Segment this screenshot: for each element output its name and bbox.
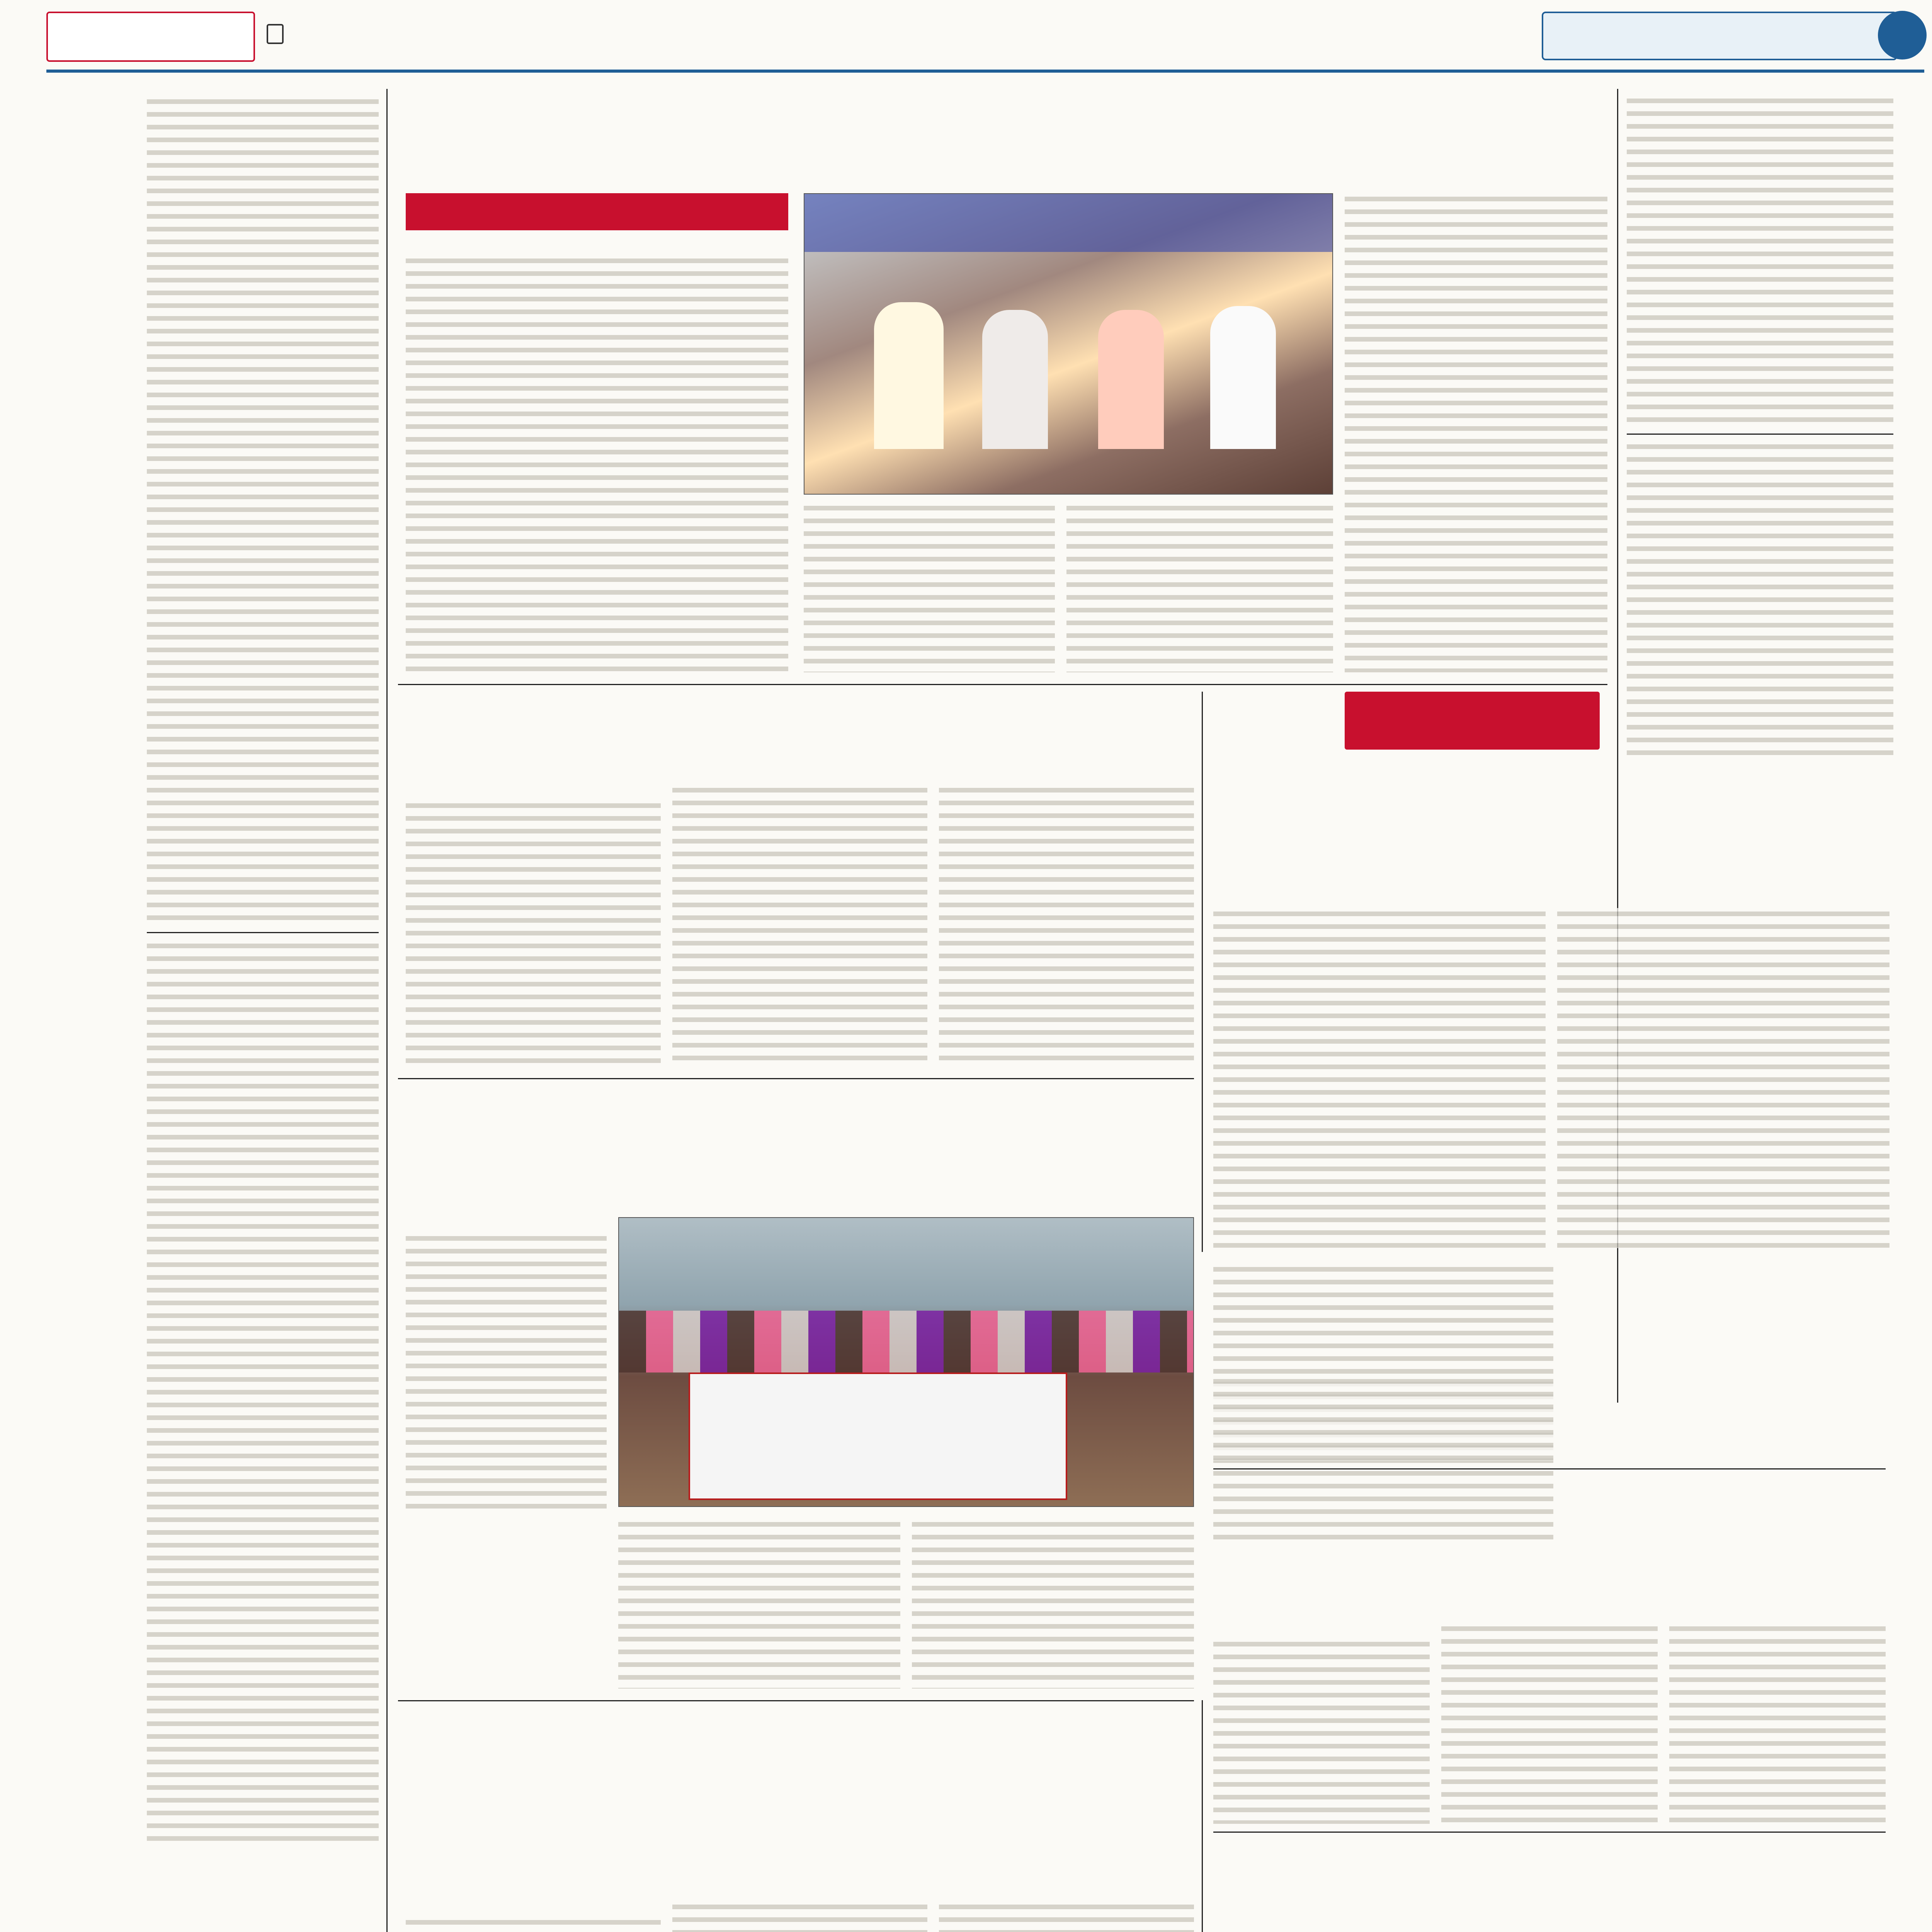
column-rule [1202,1700,1203,1932]
article-body [804,502,1055,672]
masthead [0,0,1932,73]
article-body [1213,1376,1553,1461]
masthead-logo [46,12,255,62]
ceremony-photo [804,193,1333,495]
article-body [672,1901,927,1932]
article-body [618,1519,900,1689]
masthead-rule [46,70,1924,73]
divider [1213,1468,1886,1469]
divider [398,684,1607,685]
article-body [939,1901,1194,1932]
section-tab [1542,12,1897,60]
dumduma-tag [1345,692,1600,750]
left-column [147,89,379,1932]
article-body [1627,95,1893,427]
divider [398,1078,1194,1079]
article-body [1213,908,1546,1248]
column-rule [1202,692,1203,1252]
article-body [939,784,1194,1066]
divider [1627,434,1893,435]
protest-photo [618,1217,1194,1507]
article-body [1557,908,1889,1248]
column-rule [386,89,388,1932]
divider [1213,1832,1886,1833]
article-body [1669,1623,1886,1824]
article-body [1345,193,1607,672]
divider [147,932,379,933]
article-body [147,940,379,1848]
article-body [912,1519,1194,1689]
top-story-subhead [406,193,788,230]
article-body [1213,1638,1430,1824]
article-body [1066,502,1333,672]
article-body [406,255,788,672]
article-body [406,1917,661,1932]
article-body [406,800,661,1066]
page-number [1878,11,1927,60]
article-body [147,96,379,927]
article-body [1627,441,1893,758]
article-body [406,1233,607,1515]
web-icon [267,24,284,44]
divider [398,1700,1194,1701]
article-body [672,784,927,1066]
article-body [1441,1623,1658,1824]
